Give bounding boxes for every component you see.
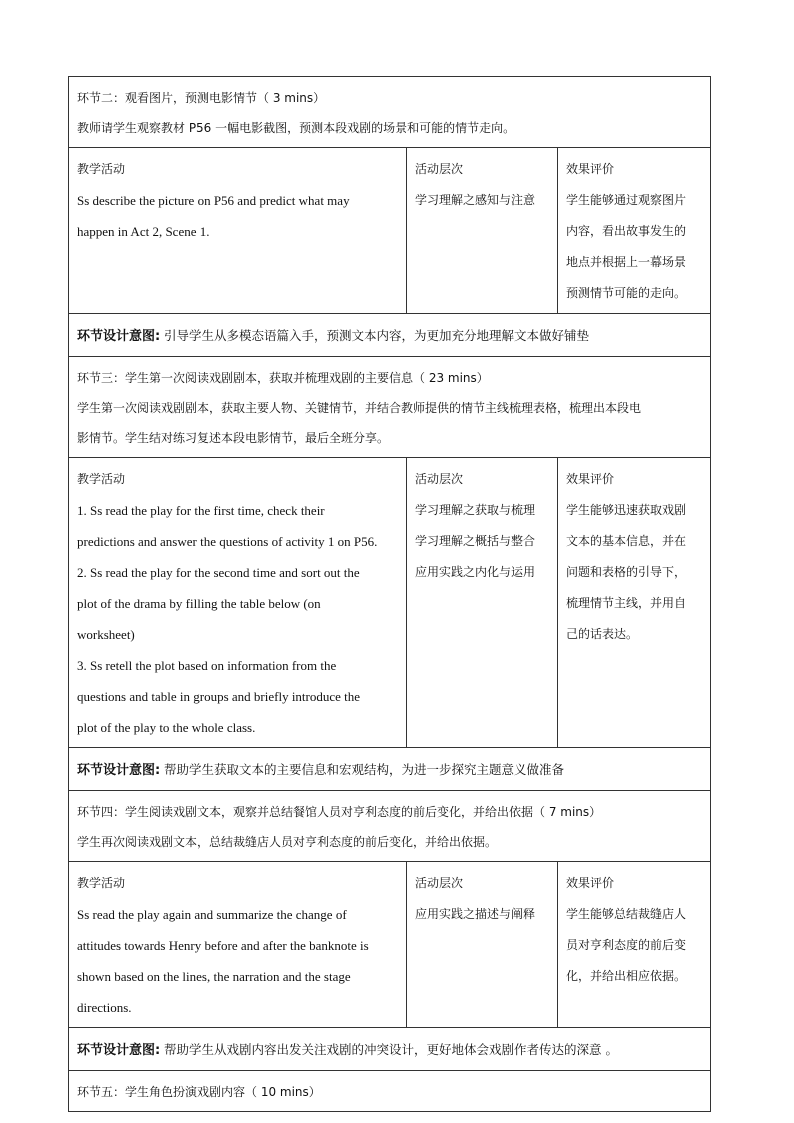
section3-eval-line: 学生能够迅速获取戏剧 bbox=[566, 503, 687, 517]
section3-title: 环节三：学生第一次阅读戏剧剧本，获取并梳理戏剧的主要信息（ 23 mins） bbox=[77, 371, 489, 385]
section3-level-line: 学习理解之概括与整合 bbox=[415, 534, 536, 548]
section3-description: 学生第一次阅读戏剧剧本，获取主要人物、关键情节，并结合教师提供的情节主线梳理表格，梳理出本段电 bbox=[77, 401, 642, 415]
section3-eval-line: 问题和表格的引导下， bbox=[566, 565, 687, 579]
section2-level-header: 活动层次 bbox=[415, 162, 464, 176]
section4-activity-cell bbox=[69, 862, 407, 1028]
section3-header-cell bbox=[69, 357, 711, 458]
section4-level-line: 应用实践之描述与阐释 bbox=[415, 907, 536, 921]
section2-level-line: 学习理解之感知与注意 bbox=[415, 193, 536, 207]
section2-eval-cell bbox=[558, 148, 711, 314]
section2-intent-cell bbox=[69, 314, 711, 357]
section3-eval-header: 效果评价 bbox=[566, 472, 615, 486]
section3-level-cell bbox=[407, 458, 558, 748]
section4-intent-cell bbox=[69, 1028, 711, 1071]
section2-activity-row bbox=[69, 148, 711, 314]
section4-eval-line: 化，并给出相应依据。 bbox=[566, 969, 687, 983]
section4-level-cell bbox=[407, 862, 558, 1028]
section2-eval-line: 预测情节可能的走向。 bbox=[566, 286, 687, 300]
section2-eval-line: 地点并根据上一幕场景 bbox=[566, 255, 687, 269]
section5-title: 环节五：学生角色扮演戏剧内容（ 10 mins） bbox=[77, 1085, 321, 1099]
section4-activity-row bbox=[69, 862, 711, 1028]
section4-header-row bbox=[69, 791, 711, 862]
section3-activity-line: 2. Ss read the play for the second time and sort out the bbox=[77, 565, 360, 580]
section3-activity-line: worksheet) bbox=[77, 627, 135, 642]
section4-level-header: 活动层次 bbox=[415, 876, 464, 890]
section2-eval-header: 效果评价 bbox=[566, 162, 615, 176]
section3-activity-line: 3. Ss retell the plot based on information from the bbox=[77, 658, 337, 673]
section4-intent-row bbox=[69, 1028, 711, 1071]
section4-activity-header: 教学活动 bbox=[77, 876, 126, 890]
section2-intent-row bbox=[69, 314, 711, 357]
section3-eval-line: 文本的基本信息，并在 bbox=[566, 534, 687, 548]
section4-description: 学生再次阅读戏剧文本，总结裁缝店人员对亨利态度的前后变化，并给出依据。 bbox=[77, 835, 498, 849]
section2-intent-label: 环节设计意图: bbox=[77, 329, 161, 344]
section3-level-header: 活动层次 bbox=[415, 472, 464, 486]
section2-activity-line: happen in Act 2, Scene 1. bbox=[77, 224, 210, 239]
section3-intent-row bbox=[69, 748, 711, 791]
section3-intent-cell bbox=[69, 748, 711, 791]
section3-activity-line: 1. Ss read the play for the first time, check their bbox=[77, 503, 325, 518]
section4-title: 环节四：学生阅读戏剧文本，观察并总结餐馆人员对亨利态度的前后变化，并给出依据（ 7 mins） bbox=[77, 805, 602, 819]
section5-header-row bbox=[69, 1071, 711, 1112]
section4-activity-line: directions. bbox=[77, 1000, 132, 1015]
section3-level-line: 学习理解之获取与梳理 bbox=[415, 503, 536, 517]
section3-level-line: 应用实践之内化与运用 bbox=[415, 565, 536, 579]
section3-activity-line: plot of the play to the whole class. bbox=[77, 720, 256, 735]
section3-intent-text: 帮助学生获取文本的主要信息和宏观结构，为进一步探究主题意义做准备 bbox=[164, 762, 565, 777]
section2-header-row bbox=[69, 77, 711, 148]
section2-intent-text: 引导学生从多模态语篇入手，预测文本内容，为更加充分地理解文本做好铺垫 bbox=[164, 328, 590, 343]
section2-activity-cell bbox=[69, 148, 407, 314]
section2-eval-line: 学生能够通过观察图片 bbox=[566, 193, 687, 207]
section4-activity-line: attitudes towards Henry before and after the banknote is bbox=[77, 938, 369, 953]
section3-header-row bbox=[69, 357, 711, 458]
lesson-plan-page bbox=[68, 76, 710, 1112]
section4-eval-header: 效果评价 bbox=[566, 876, 615, 890]
section2-header-cell bbox=[69, 77, 711, 148]
section4-eval-line: 学生能够总结裁缝店人 bbox=[566, 907, 687, 921]
section3-eval-cell bbox=[558, 458, 711, 748]
section3-eval-line: 梳理情节主线，并用自 bbox=[566, 596, 687, 610]
section2-activity-header: 教学活动 bbox=[77, 162, 126, 176]
section3-description: 影情节。学生结对练习复述本段电影情节，最后全班分享。 bbox=[77, 431, 390, 445]
section3-eval-line: 己的话表达。 bbox=[566, 627, 639, 641]
section4-eval-cell bbox=[558, 862, 711, 1028]
lesson-plan-table bbox=[68, 76, 711, 1112]
section4-intent-label: 环节设计意图: bbox=[77, 1043, 161, 1058]
section4-eval-line: 员对亨利态度的前后变 bbox=[566, 938, 687, 952]
section2-level-cell bbox=[407, 148, 558, 314]
section2-activity-line: Ss describe the picture on P56 and predict what may bbox=[77, 193, 350, 208]
section4-activity-line: shown based on the lines, the narration and the stage bbox=[77, 969, 351, 984]
section2-eval-line: 内容，看出故事发生的 bbox=[566, 224, 687, 238]
section3-activity-line: predictions and answer the questions of activity 1 on P56. bbox=[77, 534, 378, 549]
section4-intent-text: 帮助学生从戏剧内容出发关注戏剧的冲突设计，更好地体会戏剧作者传达的深意 。 bbox=[164, 1042, 619, 1057]
section2-description: 教师请学生观察教材 P56 一幅电影截图，预测本段戏剧的场景和可能的情节走向。 bbox=[77, 121, 516, 135]
section3-activity-row bbox=[69, 458, 711, 748]
section3-intent-label: 环节设计意图: bbox=[77, 763, 161, 778]
section3-activity-line: plot of the drama by filling the table below (on bbox=[77, 596, 321, 611]
section4-activity-line: Ss read the play again and summarize the change of bbox=[77, 907, 347, 922]
section4-header-cell bbox=[69, 791, 711, 862]
section5-header-cell bbox=[69, 1071, 711, 1112]
section2-title: 环节二：观看图片，预测电影情节（ 3 mins） bbox=[77, 91, 326, 105]
section3-activity-header: 教学活动 bbox=[77, 472, 126, 486]
section3-activity-line: questions and table in groups and briefly introduce the bbox=[77, 689, 361, 704]
section3-activity-cell bbox=[69, 458, 407, 748]
